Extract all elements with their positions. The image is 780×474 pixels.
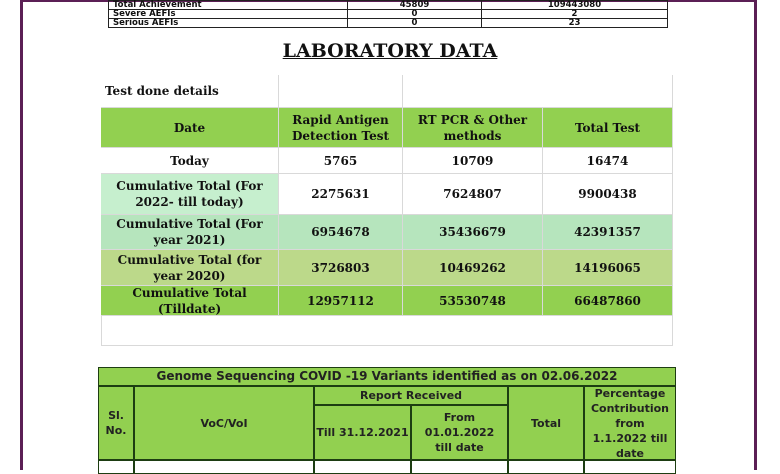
total-value: 16474 (543, 148, 673, 174)
data-cell (314, 460, 411, 474)
row-label: Cumulative Total (For 2022- till today) (101, 174, 279, 215)
laboratory-heading: LABORATORY DATA (282, 40, 498, 62)
column-header: Date (101, 108, 279, 148)
percentage-header: Percentage Contribution from 1.1.2022 till date (584, 386, 676, 460)
empty-row (101, 316, 673, 346)
rtpcr-value: 53530748 (403, 286, 543, 316)
from-header: From 01.01.2022 till date (411, 405, 508, 460)
table-row (109, 1, 668, 10)
table-row (101, 316, 673, 346)
data-cell (134, 460, 314, 474)
rapid-value: 5765 (279, 148, 403, 174)
rtpcr-value: 10709 (403, 148, 543, 174)
total-value: 42391357 (543, 215, 673, 250)
laboratory-table (101, 75, 673, 346)
table-header-row (101, 108, 673, 148)
aefi-value: 45809 (348, 1, 482, 10)
data-cell (98, 460, 134, 474)
rapid-value: 12957112 (279, 286, 403, 316)
row-label: Cumulative Total (Tilldate) (101, 286, 279, 316)
section-label: Test done details (101, 75, 279, 108)
table-row (101, 148, 673, 174)
empty-cell (403, 75, 673, 108)
data-cell (584, 460, 676, 474)
row-label: Cumulative Total (For year 2021) (101, 215, 279, 250)
rtpcr-value: 10469262 (403, 250, 543, 286)
aefi-label: Severe AEFIs (109, 10, 348, 19)
total-value: 66487860 (543, 286, 673, 316)
column-header: RT PCR & Other methods (403, 108, 543, 148)
rapid-value: 2275631 (279, 174, 403, 215)
voc-header: VoC/VoI (134, 386, 314, 460)
table-row (109, 10, 668, 19)
aefi-value: 2 (482, 10, 668, 19)
till-header: Till 31.12.2021 (314, 405, 411, 460)
row-label: Today (101, 148, 279, 174)
page-frame-left (20, 0, 23, 470)
table-row (101, 286, 673, 316)
total-value: 9900438 (543, 174, 673, 215)
column-header: Rapid Antigen Detection Test (279, 108, 403, 148)
sl-no-header: Sl. No. (98, 386, 134, 460)
genome-title: Genome Sequencing COVID -19 Variants identified as on 02.06.2022 (98, 367, 676, 386)
aefi-table (108, 0, 668, 28)
table-row (101, 174, 673, 215)
aefi-value: 109443080 (482, 1, 668, 10)
aefi-value: 0 (348, 19, 482, 28)
data-cell (508, 460, 584, 474)
table-row (109, 19, 668, 28)
rapid-value: 3726803 (279, 250, 403, 286)
table-row (101, 215, 673, 250)
report-received-header: Report Received (314, 386, 508, 405)
table-row (101, 75, 673, 108)
aefi-label: Serious AEFIs (109, 19, 348, 28)
aefi-value: 23 (482, 19, 668, 28)
data-cell (411, 460, 508, 474)
total-value: 14196065 (543, 250, 673, 286)
rapid-value: 6954678 (279, 215, 403, 250)
rtpcr-value: 35436679 (403, 215, 543, 250)
row-label: Cumulative Total (for year 2020) (101, 250, 279, 286)
aefi-label: Total Achievement (109, 1, 348, 10)
table-row (101, 250, 673, 286)
column-header: Total Test (543, 108, 673, 148)
aefi-value: 0 (348, 10, 482, 19)
genome-table (98, 367, 676, 470)
total-header: Total (508, 386, 584, 460)
empty-cell (279, 75, 403, 108)
page-frame-right (754, 0, 757, 470)
rtpcr-value: 7624807 (403, 174, 543, 215)
